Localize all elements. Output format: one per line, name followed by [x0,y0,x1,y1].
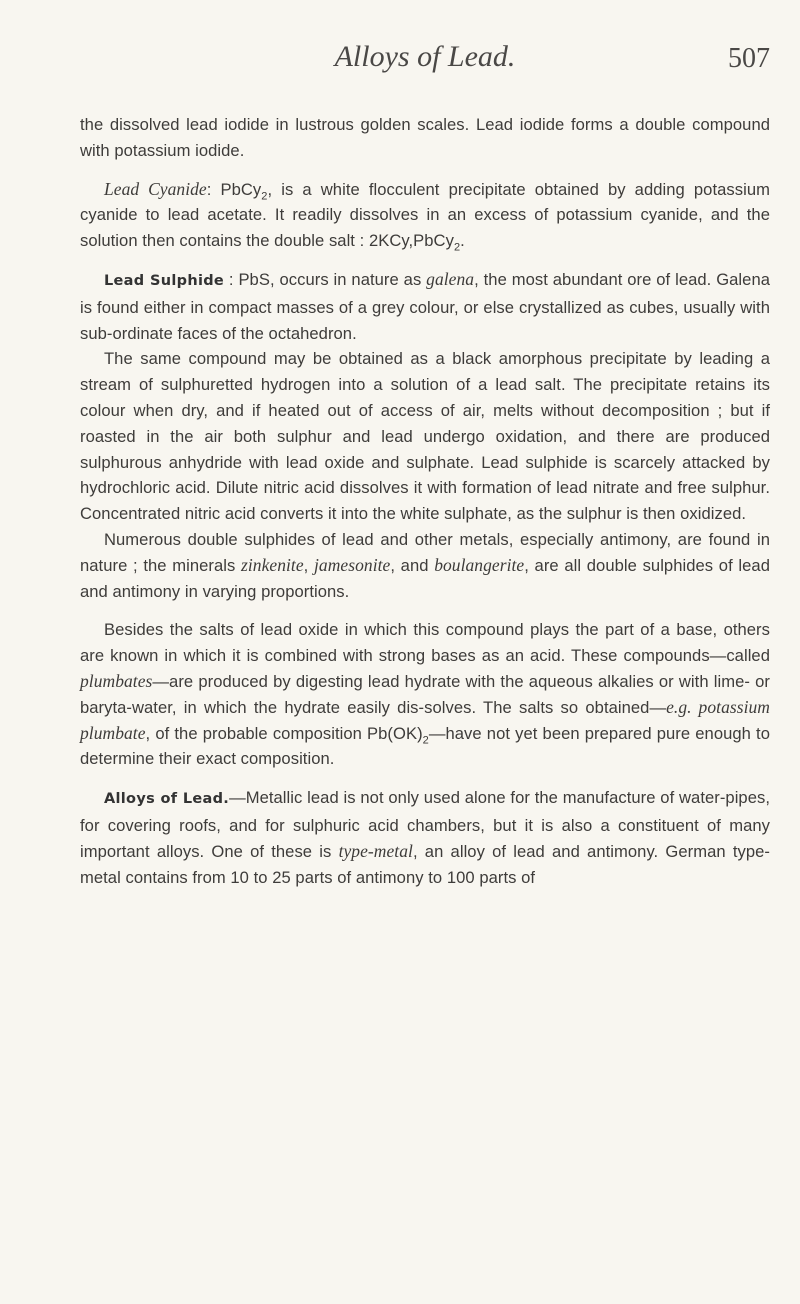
mineral-name: boulangerite [434,554,525,575]
section-heading-lead-sulphide: Lead Sulphide [104,272,225,289]
page-number: 507 [728,43,770,74]
emphasis-term: type-metal [338,840,413,861]
paragraph-plumbates [80,617,770,772]
running-head [80,40,770,90]
subscript: 2 [261,189,268,202]
emphasis-term: e.g. potassium plumbate [80,696,770,743]
paragraph-text: , and [390,555,435,575]
paragraph-lead-iodide [80,112,770,164]
subscript: 2 [453,241,461,254]
paragraph-lead-cyanide [80,177,770,254]
paragraph-text: : PbCy [206,179,262,199]
paragraph-text: Numerous double sulphides of lead and other metals, especially antimony, are found in nature ; the minerals [80,529,770,575]
section-heading-alloys-of-lead: Alloys of Lead. [104,791,230,808]
paragraph-text: , [303,555,315,575]
paragraph-text: —are produced by digesting lead hydrate with the aqueous alkalies or with lime- or baryta-water, in which the hydrate easily dis-solves. The salts so obtained— [80,671,770,717]
paragraph-text: , an alloy of lead and antimony. German type-metal contains from 10 to 25 parts of antimony to 100 parts of [80,841,770,887]
paragraph-sulphide-preparation [80,346,770,527]
running-title: Alloys of Lead. [334,40,516,73]
paragraph-text: The same compound may be obtained as a black amorphous precipitate by leading a stream of sulphuretted hydrogen into a solution of a lead salt. The precipitate retains its colour when dry, and if heated out of access of air, melts without decomposition ; but if roasted in the air both sulphur and lead undergo oxidation, and there are produced sulphurous anhydride with lead oxide and sulphate. Lead sulphide is scarcely attacked by hydrochloric acid. Dilute nitric acid dissolves it with formation of lead nitrate and free sulphur. Concentrated nitric acid converts it into the white sulphate, as the sulphur is then oxidized. [80,349,770,524]
paragraph-text: , are all double sulphides of lead and antimony in varying proportions. [80,555,770,601]
mineral-name: jamesonite [314,554,391,575]
paragraph-text: , is a white flocculent precipitate obtained by adding potassium cyanide to lead acetate. It readily dissolves in an excess of potassium cyanide, and the solution then contains the double salt : 2KCy,PbCy [80,179,770,251]
paragraph-text: the dissolved lead iodide in lustrous golden scales. Lead iodide forms a double compound with potassium iodide. [80,115,770,160]
paragraph-double-sulphides [80,527,770,604]
subscript: 2 [422,733,429,746]
paragraph-text: , the most abundant ore of lead. Galena is found either in compact masses of a grey colour, or else crystallized as cubes, usually with sub-ordinate faces of the octahedron. [80,269,771,343]
mineral-name: galena [426,268,475,289]
paragraph-text: Besides the salts of lead oxide in which this compound plays the part of a base, others are known in which it is combined with strong bases as an acid. These compounds—called [80,620,770,666]
section-heading-lead-cyanide: Lead Cyanide [104,178,207,199]
paragraph-text: , of the probable composition Pb(OK) [145,723,423,743]
paragraph-lead-sulphide [80,267,770,346]
body-text [80,112,770,890]
paragraph-text: —have not yet been prepared pure enough to determine their exact composition. [80,723,770,769]
paragraph-text: : PbS, occurs in nature as [224,269,427,289]
paragraph-text: —Metallic lead is not only used alone for the manufacture of water-pipes, for covering roofs, and for sulphuric acid chambers, but it is also a constituent of many important alloys. One of these is [80,788,770,861]
paragraph-text: . [460,231,465,251]
emphasis-term: plumbates [80,670,153,691]
mineral-name: zinkenite [241,554,304,575]
paragraph-alloys-of-lead [80,785,770,890]
